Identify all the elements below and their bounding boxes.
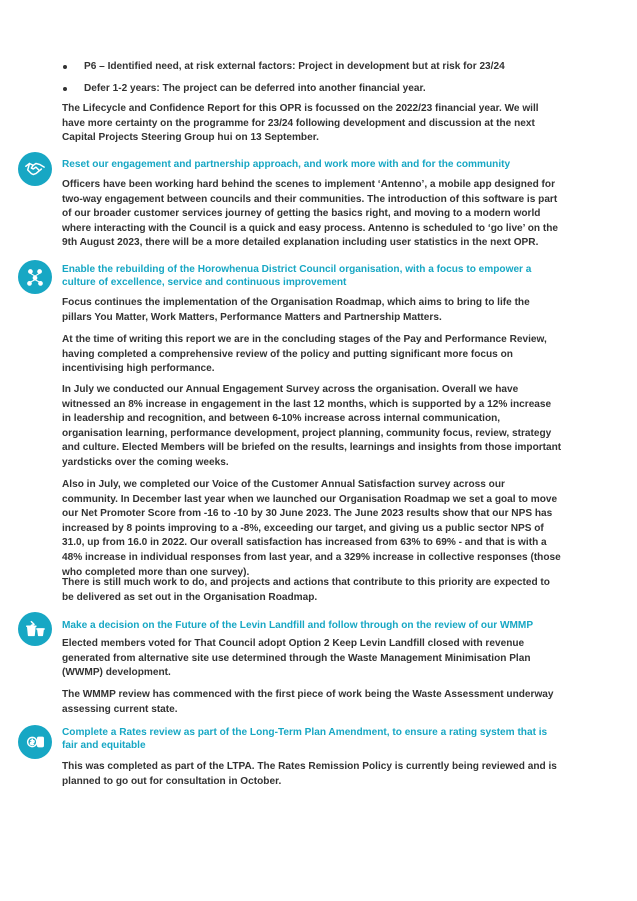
section-paragraph: This was completed as part of the LTPA. The Rates Remission Policy is currently being reviewed and is planned to go out for consultation in October. xyxy=(62,761,557,787)
bullet-list xyxy=(62,60,562,103)
recycling-bin-icon xyxy=(18,612,52,646)
section-heading-landfill: Make a decision on the Future of the Levin Landfill and follow through on the review of our WMMP xyxy=(62,620,534,631)
section-paragraph: Officers have been working hard behind the scenes to implement ‘Antenno’, a mobile app designed for two-way engagement between councils and their communities. The introduction of this software is part of our broader customer services journey of getting the basics right, and moving to a modern world where interacting with the Council is a quick and easy process. Antenno is scheduled to ‘go live’ on the 9th August 2023, there will be a more detailed explanation including user statistics in the next OPR. xyxy=(62,179,559,249)
section-heading-rates: Complete a Rates review as part of the Long-Term Plan Amendment, to ensure a rating system that is fair and equitable xyxy=(62,727,548,751)
bullet-item: Defer 1-2 years: The project can be deferred into another financial year. xyxy=(62,82,562,97)
section-paragraph: There is still much work to do, and projects and actions that contribute to this priority are expected to be delivered as set out in the Organisation Roadmap. xyxy=(62,577,550,603)
section-paragraph: In July we conducted our Annual Engagement Survey across the organisation. Overall we have witnessed an 8% increase in engagement in the last 12 months, which is supported by a 12% increase in leadership and recognition, and between 6-10% increase across internal communication, organisation learning, performance development, project planning, community focus, review, strategy and culture. Elected Members will be briefed on the results, learnings and insights from those important yardsticks over the coming weeks. xyxy=(62,384,562,468)
section-paragraph: At the time of writing this report we are in the concluding stages of the Pay and Performance Review, having completed a comprehensive review of the policy and putting significant more focus on incentivising high performance. xyxy=(62,334,547,375)
section-paragraph: Focus continues the implementation of the Organisation Roadmap, which aims to bring to life the pillars You Matter, Work Matters, Performance Matters and Partnership Matters. xyxy=(62,297,530,323)
section-paragraph: Elected members voted for That Council adopt Option 2 Keep Levin Landfill closed with revenue generated from alternative site use determined through the Waste Management Minimisation Plan (WWMP) development. xyxy=(62,638,531,679)
section-paragraph: The WMMP review has commenced with the first piece of work being the Waste Assessment underway assessing current state. xyxy=(62,689,554,715)
people-network-icon xyxy=(18,260,52,294)
section-heading-engagement: Reset our engagement and partnership approach, and work more with and for the community xyxy=(62,159,511,170)
section-paragraph: Also in July, we completed our Voice of the Customer Annual Satisfaction survey across our community. In December last year when we launched our Organisation Roadmap we set a goal to move our Net Promoter Score from -16 to -10 by 30 June 2023. The June 2023 results show that our NPS has increased by 8 points improving to a -8%, exceeding our target, and giving us a public sector NPS of 31.0, up from 16.0 in 2022. Our overall satisfaction has increased from 63% to 69% - and that is with a 48% increase in individual responses from last year, and a 329% increase in collective responses (those who completed more than one survey). xyxy=(62,479,561,578)
intro-paragraph: The Lifecycle and Confidence Report for this OPR is focussed on the 2022/23 financial year. We will have more certainty on the programme for 23/24 following development and discussion at the next Capital Projects Steering Group hui on 13 September. xyxy=(62,103,539,144)
rates-coins-icon xyxy=(18,725,52,759)
bullet-item: P6 – Identified need, at risk external factors: Project in development but at risk for 23/24 xyxy=(62,60,562,75)
section-heading-organisation: Enable the rebuilding of the Horowhenua District Council organisation, with a focus to empower a culture of excellence, service and continuous improvement xyxy=(62,264,532,288)
handshake-icon xyxy=(18,152,52,186)
